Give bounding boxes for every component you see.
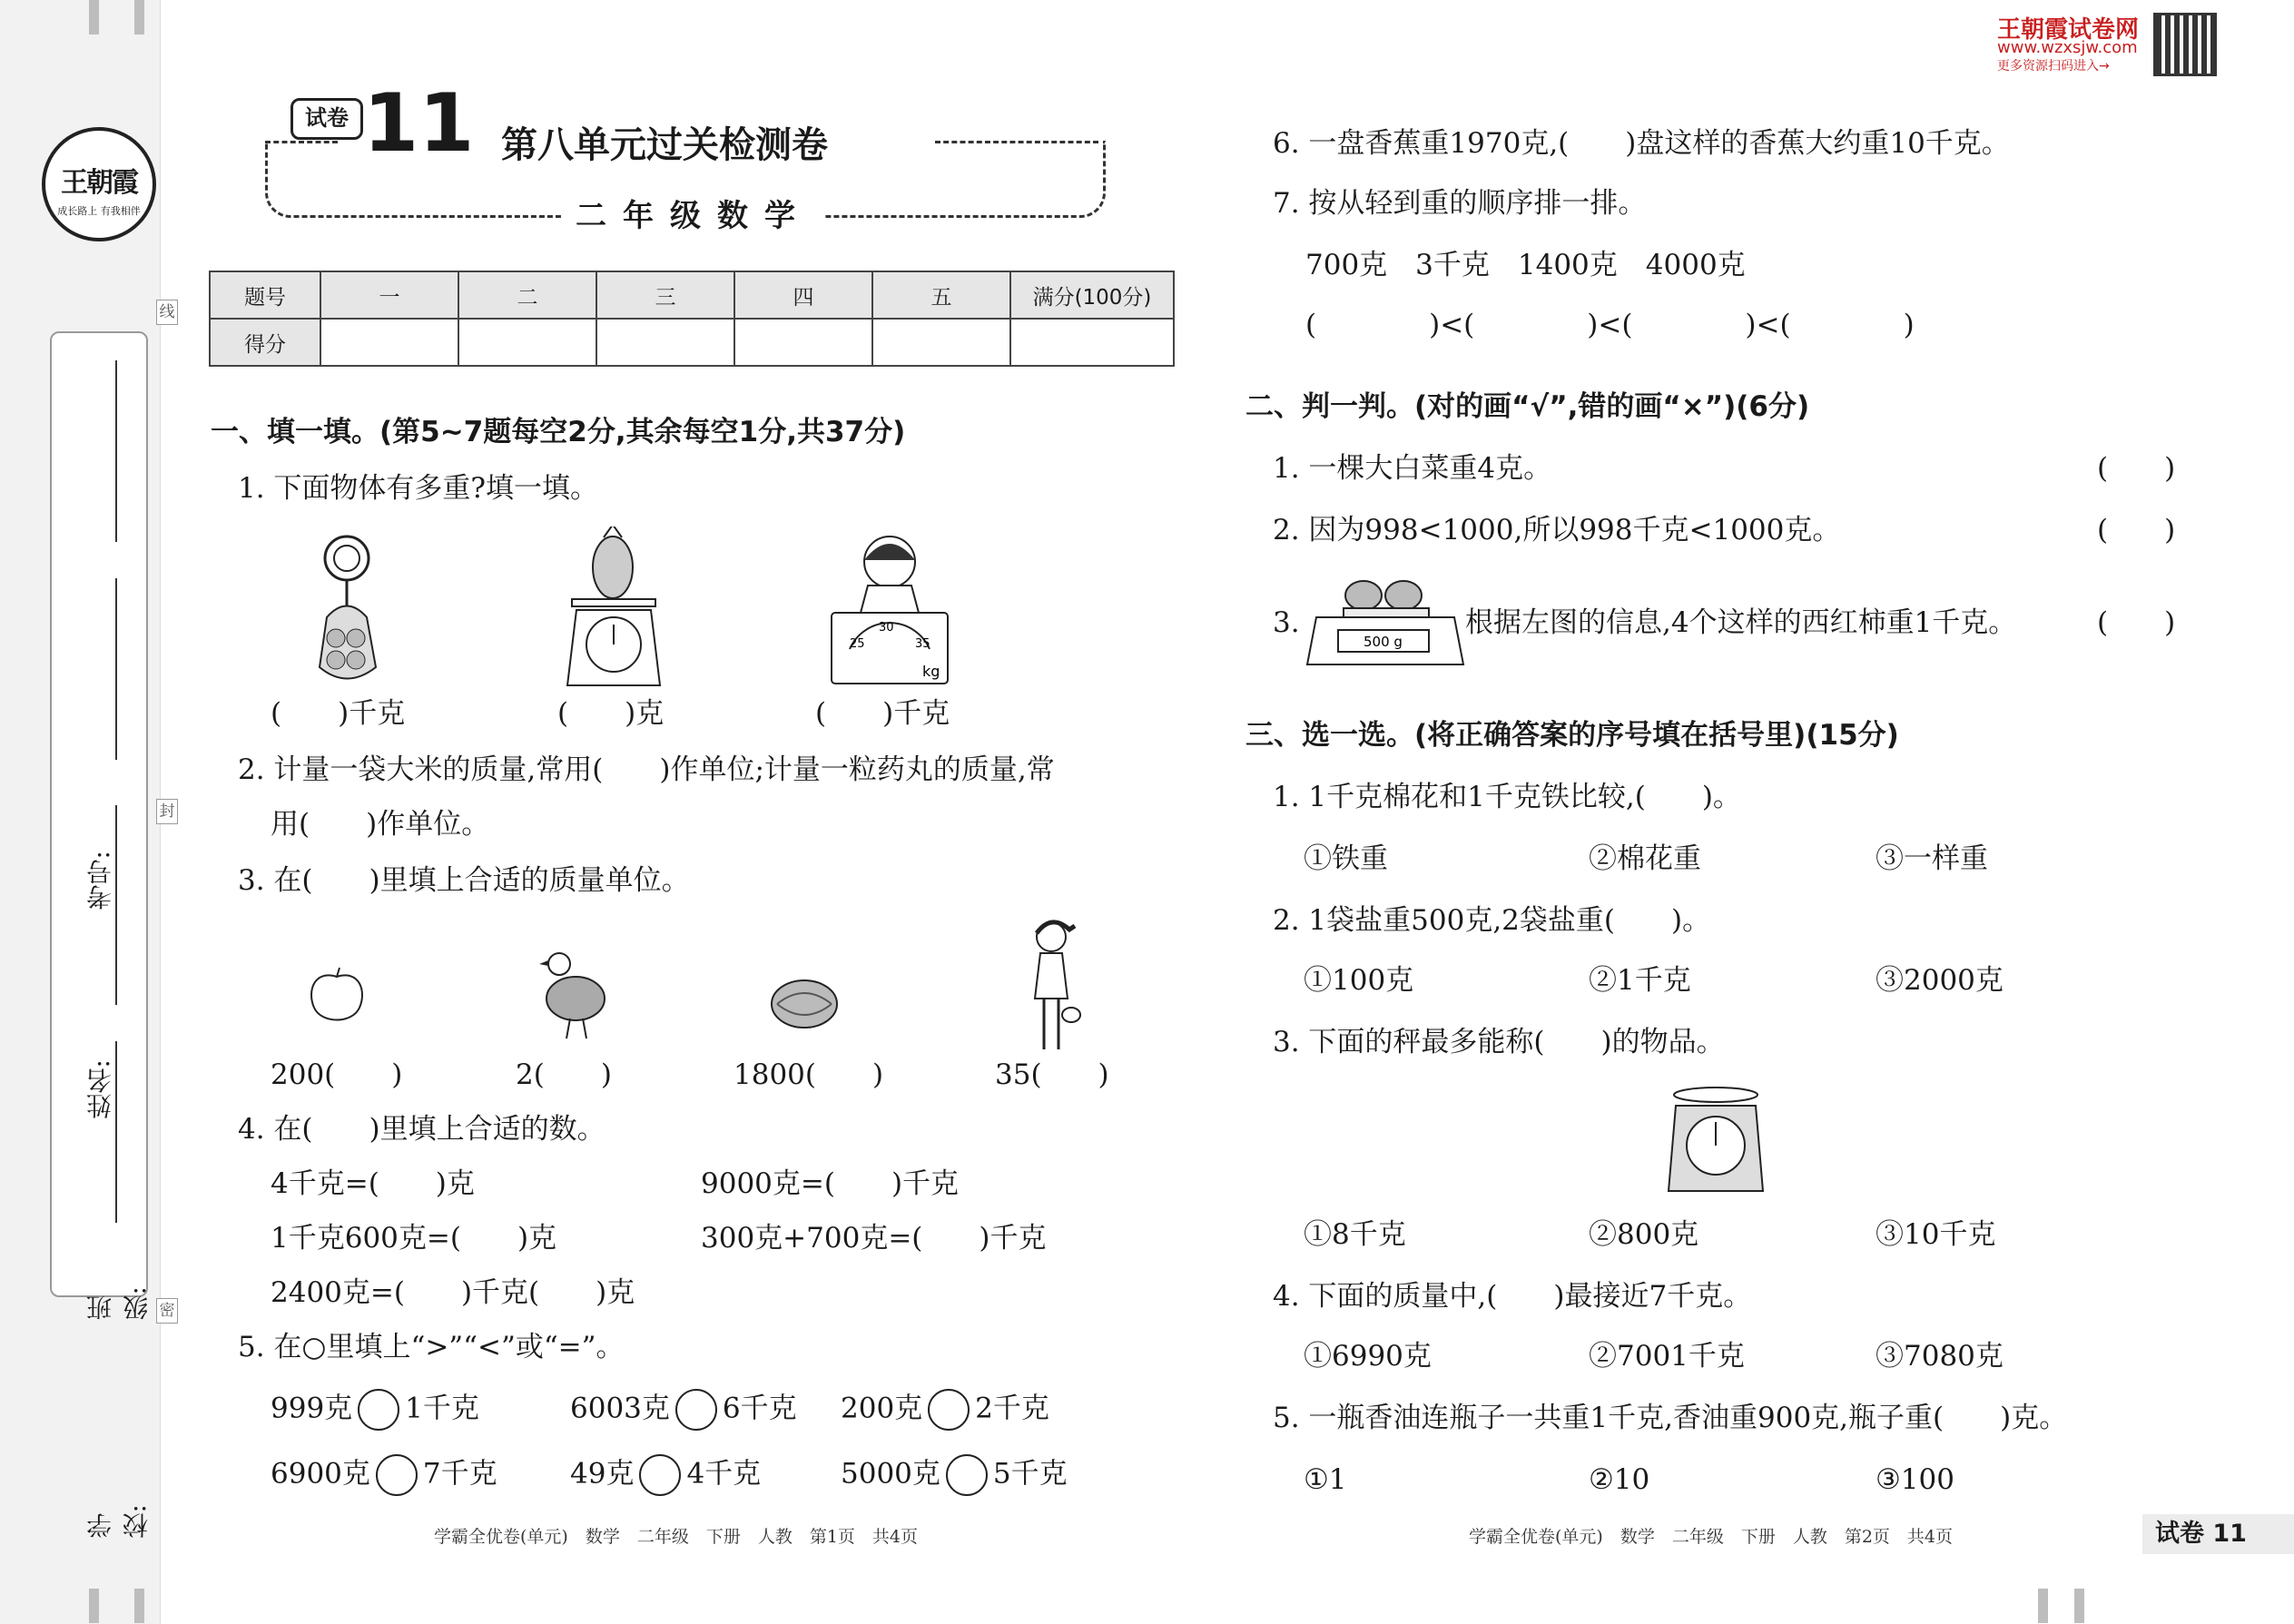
compare-right: 2千克 (975, 1392, 1049, 1425)
compare-left: 6900克 (271, 1457, 370, 1491)
class-label: 班级: (85, 1286, 152, 1321)
paper-badge: 试卷 (290, 98, 363, 140)
conversion-item[interactable]: 9000克=( )千克 (701, 1167, 960, 1200)
question-2-line-1: 2. 计量一袋大米的质量,常用( )作单位;计量一粒药丸的质量,常 (238, 753, 1055, 786)
score-cell[interactable] (320, 319, 458, 366)
brand-url: www.wzxsjw.com (1997, 38, 2138, 57)
section-1-title: 一、填一填。(第5~7题每空2分,其余每空1分,共37分) (211, 416, 906, 448)
binding-mark (89, 1589, 99, 1623)
student-info-box (50, 331, 152, 1539)
girl-icon (1020, 917, 1084, 1053)
watermelon-icon (768, 979, 841, 1029)
conversion-item[interactable]: 1千克600克=( )克 (271, 1222, 557, 1255)
compare-item (271, 1454, 497, 1496)
choice-option[interactable]: ①铁重 (1304, 842, 1388, 875)
question-5: 5. 在○里填上“>”“<”或“=”。 (238, 1331, 625, 1363)
choice-option[interactable]: ③7080克 (1876, 1340, 2004, 1373)
page-subtitle: 二年级数学 (563, 191, 824, 235)
compare-item (841, 1454, 1068, 1496)
compare-item (841, 1389, 1049, 1431)
score-header: 题号 (210, 271, 320, 319)
conversion-item[interactable]: 2400克=( )千克( )克 (271, 1276, 635, 1309)
girl-on-scale-icon (828, 531, 951, 685)
page-tag: 试卷 11 (2142, 1514, 2294, 1554)
judge-3: 根据左图的信息,4个这样的西红柿重1千克。 (1465, 606, 2017, 639)
compare-circle[interactable] (358, 1389, 399, 1431)
answer-blank[interactable]: ( )千克 (815, 697, 950, 730)
choice-option[interactable]: ①100克 (1304, 964, 1414, 997)
compare-right: 7千克 (422, 1457, 497, 1491)
choice-5: 5. 一瓶香油连瓶子一共重1千克,香油重900克,瓶子重( )克。 (1273, 1402, 2068, 1434)
choice-option[interactable]: ①6990克 (1304, 1340, 1432, 1373)
page-title: 第八单元过关检测卷 (501, 124, 828, 166)
judge-1: 1. 一棵大白菜重4克。 (1273, 452, 1552, 485)
question-7: 7. 按从轻到重的顺序排一排。 (1273, 187, 1647, 220)
brand-logo (42, 127, 156, 241)
scale-dial-label: 35 (915, 637, 930, 651)
scale-dial-label: 25 (850, 637, 865, 651)
score-cell[interactable] (1010, 319, 1174, 366)
chicken-icon (536, 944, 608, 1044)
judge-paren[interactable]: ( ) (2097, 452, 2176, 485)
compare-left: 200克 (841, 1392, 923, 1425)
compare-item (570, 1454, 761, 1496)
question-7-order[interactable]: ( )<( )<( )<( ) (1305, 309, 1915, 341)
apple-icon (305, 964, 369, 1028)
brand-name: 王朝霞试卷网 (1997, 16, 2140, 44)
tomato-scale-icon (1304, 574, 1465, 674)
hanging-scale-icon (309, 531, 399, 690)
score-cell[interactable] (734, 319, 872, 366)
school-label: 学校: (85, 1504, 152, 1539)
brand-note: 更多资源扫码进入→ (1997, 59, 2110, 74)
id-label: 考号: (85, 851, 115, 910)
choice-option[interactable]: ②棉花重 (1589, 842, 1701, 875)
paper-number: 11 (363, 76, 475, 170)
score-header: 满分(100分) (1010, 271, 1174, 319)
compare-circle[interactable] (376, 1454, 418, 1496)
title-frame-line (265, 141, 338, 143)
binding-mark (134, 0, 144, 34)
cut-mark: 线 (156, 300, 178, 325)
choice-option[interactable]: ③10千克 (1876, 1218, 1996, 1251)
compare-right: 1千克 (405, 1392, 479, 1425)
answer-blank[interactable]: 2( ) (516, 1058, 612, 1091)
score-cell[interactable] (872, 319, 1010, 366)
binding-mark (2074, 1589, 2084, 1623)
choice-option[interactable]: ②10 (1589, 1463, 1650, 1496)
binding-mark (2038, 1589, 2048, 1623)
compare-left: 6003克 (570, 1392, 670, 1425)
answer-blank[interactable]: 35( ) (995, 1058, 1109, 1091)
judge-paren[interactable]: ( ) (2097, 606, 2176, 639)
compare-right: 4千克 (686, 1457, 762, 1491)
choice-option[interactable]: ②1千克 (1589, 964, 1691, 997)
judge-paren[interactable]: ( ) (2097, 514, 2176, 546)
answer-blank[interactable]: 1800( ) (733, 1058, 884, 1091)
cut-mark: 封 (156, 799, 178, 824)
compare-left: 999克 (271, 1392, 353, 1425)
id-field[interactable] (115, 360, 117, 542)
section-3-title: 三、选一选。(将正确答案的序号填在括号里)(15分) (1245, 719, 1899, 752)
score-header: 四 (734, 271, 872, 319)
choice-option[interactable]: ③100 (1876, 1463, 1954, 1496)
question-6: 6. 一盘香蕉重1970克,( )盘这样的香蕉大约重10千克。 (1273, 127, 2010, 160)
logo-text: 王朝霞 (61, 167, 137, 199)
judge-2: 2. 因为998<1000,所以998千克<1000克。 (1273, 514, 1841, 546)
question-3: 3. 在( )里填上合适的质量单位。 (238, 864, 690, 897)
judge-3-number: 3. (1273, 606, 1300, 639)
question-4: 4. 在( )里填上合适的数。 (238, 1113, 605, 1146)
name-label: 姓名: (85, 1059, 115, 1119)
answer-blank[interactable]: ( )克 (557, 697, 665, 730)
question-1: 1. 下面物体有多重?填一填。 (238, 472, 599, 505)
compare-circle[interactable] (639, 1454, 681, 1496)
score-row-label: 得分 (210, 319, 320, 366)
choice-1: 1. 1千克棉花和1千克铁比较,( )。 (1273, 781, 1741, 813)
compare-left: 49克 (570, 1457, 635, 1491)
score-header: 三 (596, 271, 734, 319)
page-footer: 学霸全优卷(单元) 数学 二年级 下册 人教 第2页 共4页 (1469, 1527, 1954, 1547)
compare-right: 6千克 (722, 1392, 797, 1425)
name-field[interactable] (115, 578, 117, 760)
choice-option[interactable]: ③一样重 (1876, 842, 1988, 875)
compare-item (271, 1389, 479, 1431)
choice-option[interactable]: ①8千克 (1304, 1218, 1406, 1251)
conversion-item[interactable]: 4千克=( )克 (271, 1167, 475, 1200)
choice-option[interactable]: ②7001千克 (1589, 1340, 1745, 1373)
pineapple-on-scale-icon (563, 527, 672, 690)
compare-circle[interactable] (928, 1389, 970, 1431)
class-field[interactable] (115, 805, 117, 1005)
score-cell[interactable] (596, 319, 734, 366)
compare-right: 5千克 (992, 1457, 1068, 1491)
logo-subtext: 成长路上 有我相伴 (57, 205, 141, 217)
compare-circle[interactable] (946, 1454, 988, 1496)
page-footer: 学霸全优卷(单元) 数学 二年级 下册 人教 第1页 共4页 (434, 1527, 919, 1547)
kitchen-scale-icon (1667, 1086, 1765, 1193)
qr-code-icon (2153, 13, 2217, 76)
title-frame-line (935, 141, 1098, 143)
choice-option[interactable]: ①1 (1304, 1463, 1347, 1496)
score-header: 一 (320, 271, 458, 319)
binding-mark (134, 1589, 144, 1623)
score-table (209, 271, 1175, 367)
score-cell[interactable] (458, 319, 596, 366)
choice-option[interactable]: ③2000克 (1876, 964, 2004, 997)
score-header: 五 (872, 271, 1010, 319)
score-header: 二 (458, 271, 596, 319)
scale-dial-label: 30 (879, 621, 894, 635)
question-7-items: 700克 3千克 1400克 4000克 (1305, 249, 1746, 281)
choice-2: 2. 1袋盐重500克,2袋盐重( )。 (1273, 904, 1711, 937)
choice-4: 4. 下面的质量中,( )最接近7千克。 (1273, 1280, 1752, 1313)
school-field[interactable] (115, 1041, 117, 1223)
compare-left: 5000克 (841, 1457, 940, 1491)
binding-mark (89, 0, 99, 34)
answer-blank[interactable]: ( )千克 (271, 697, 406, 730)
scale-unit-label: kg (922, 663, 940, 680)
choice-option[interactable]: ②800克 (1589, 1218, 1699, 1251)
question-2-line-2: 用( )作单位。 (271, 808, 490, 841)
compare-item (570, 1389, 797, 1431)
section-2-title: 二、判一判。(对的画“√”,错的画“×”)(6分) (1245, 390, 1810, 423)
scale-display-label: 500 g (1364, 634, 1403, 650)
answer-blank[interactable]: 200( ) (271, 1058, 403, 1091)
choice-3: 3. 下面的秤最多能称( )的物品。 (1273, 1026, 1725, 1058)
cut-mark: 密 (156, 1298, 178, 1324)
conversion-item[interactable]: 300克+700克=( )千克 (701, 1222, 1047, 1255)
compare-circle[interactable] (675, 1389, 717, 1431)
